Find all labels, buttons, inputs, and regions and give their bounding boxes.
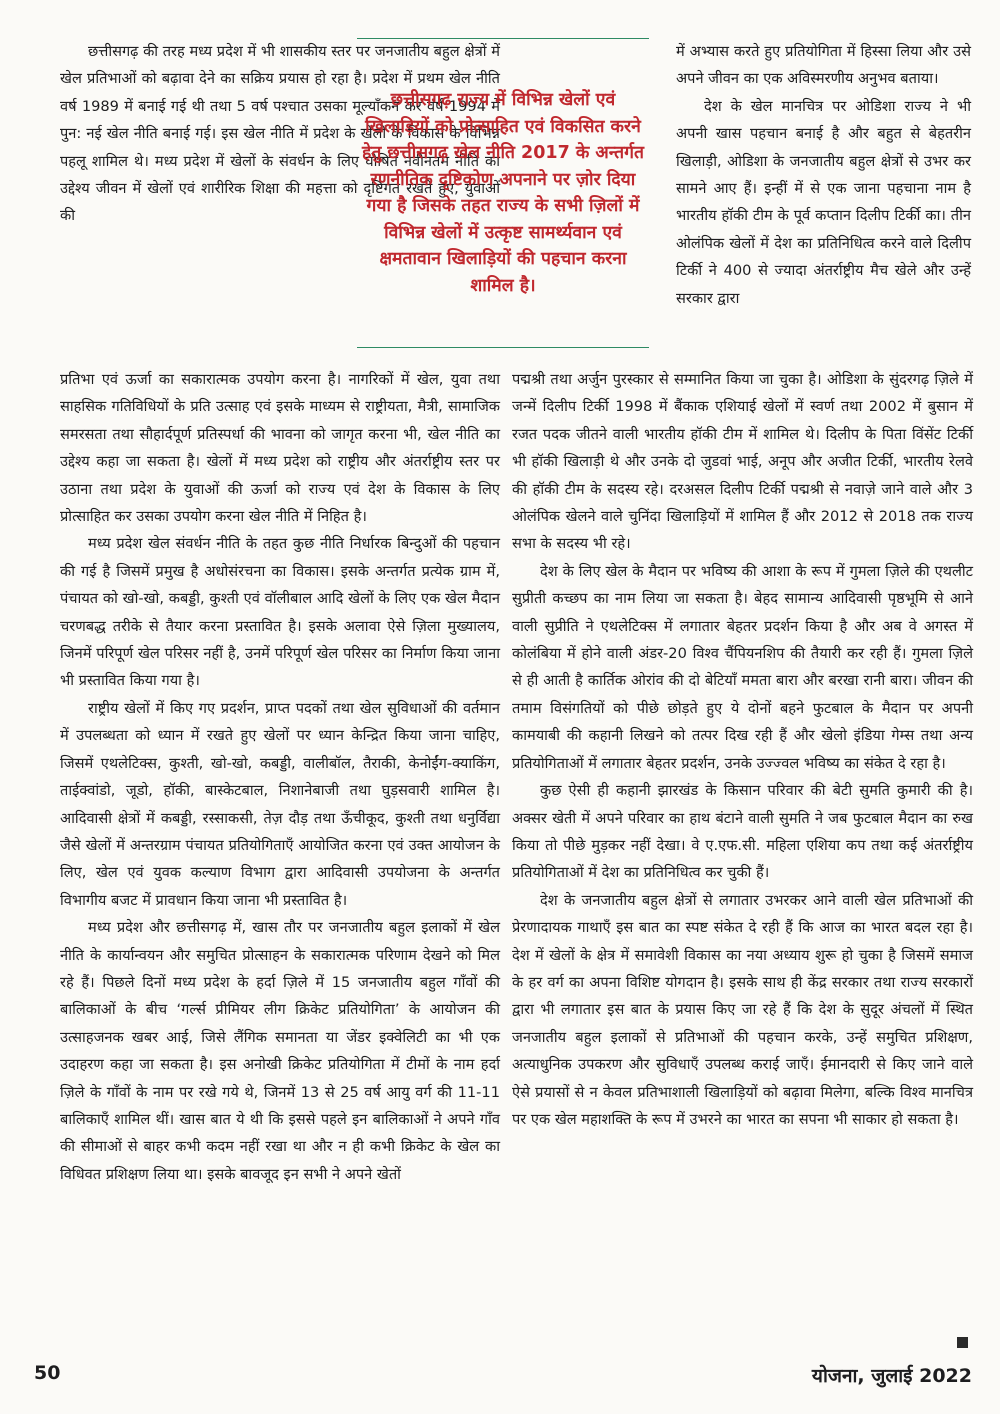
paragraph: देश के लिए खेल के मैदान पर भविष्य की आशा के रूप में गुमला ज़िले की एथलीट सुप्रीती कच्छप का नाम लिया जा सकता है। बेहद सामान्य आदिवासी पृष्ठभूमि से आने वाली सुप्रीति ने एथलेटिक्स में लगातार बेहतर प्रदर्शन किया है और अब वे अगस्त में कोलंबिया में होने वाली अंडर-20 विश्व चैंपियनशिप की तैयारी कर रही हैं। गुमला ज़िले से ही आती है कार्तिक ओरांव की दो बेटियाँ ममता बारा और बरखा रानी बारा। जीवन की तमाम विसंगतियों को पीछे छोड़ते हुए ये दोनों बहने फुटबाल के मैदान पर अपनी कामयाबी की कहानी लिखने को तत्पर दिख रही हैं और खेलो इंडिया गेम्स तथा अन्य प्रतियोगिताओं में लगातार बेहतर प्रदर्शन, उनके उज्ज्वल भविष्य का संकेत दे रहा है।: [512, 562, 973, 772]
paragraph: पद्मश्री तथा अर्जुन पुरस्कार से सम्मानित किया जा चुका है। ओडिशा के सुंदरगढ़ ज़िले में जन्में दिलीप टिर्की 1998 में बैंकाक एशियाई खेलों में स्वर्ण तथा 2002 में बुसान में रजत पदक जीतने वाली भारतीय हॉकी टीम में शामिल थे। दिलीप के पिता विंसेंट टिर्की भी हॉकी खिलाड़ी थे और उनके दो जुडवां भाई, अनूप और अजीत टिर्की, भारतीय रेलवे की हॉकी टीम के सदस्य रहे। दरअसल दिलीप टिर्की पद्मश्री से नवाज़े जाने वाले और 3 ओलंपिक खेलने वाले चुनिंदा खिलाड़ियों में शामिल हैं और 2012 से 2018 तक राज्य सभा के सदस्य भी रहे।: [512, 371, 973, 553]
page-number: 50: [34, 1362, 61, 1384]
paragraph: देश के खेल मानचित्र पर ओडिशा राज्य ने भी अपनी खास पहचान बनाई है और बहुत से बेहतरीन खिलाड़ी, ओडिशा के जनजातीय बहुल क्षेत्रों से उभर कर सामने आए हैं। इन्हीं में से एक जाना पहचाना नाम है भारतीय हॉकी टीम के पूर्व कप्तान दिलीप टिर्की का। तीन ओलंपिक खेलों में देश का प्रतिनिधित्व करने वाले दिलीप टिर्की ने 400 से ज्यादा अंतर्राष्ट्रीय मैच खेले और उन्हें सरकार द्वारा: [676, 97, 971, 307]
paragraph: कुछ ऐसी ही कहानी झारखंड के किसान परिवार की बेटी सुमति कुमारी की है। अक्सर खेती में अपने परिवार का हाथ बंटाने वाली सुमति ने जब फुटबाल मैदान का रुख किया तो पीछे मुड़कर नहीं देखा। वे ए.एफ.सी. महिला एशिया कप तथा कई अंतर्राष्ट्रीय प्रतियोगिताओं में देश का प्रतिनिधित्व कर चुकी हैं।: [512, 782, 973, 882]
paragraph: मध्य प्रदेश खेल संवर्धन नीति के तहत कुछ नीति निर्धारक बिन्दुओं की पहचान की गई है जिसमें प्रमुख है अधोसंरचना का विकास। इसके अन्तर्गत प्रत्येक ग्राम में, पंचायत को खो-खो, कबड्डी, कुश्ती एवं वॉलीबाल आदि खेलों के लिए एक खेल मैदान चरणबद्ध तरीके से तैयार करना प्रस्तावित है। इसके अलावा ऐसे ज़िला मुख्यालय, जिनमें परिपूर्ण खेल परिसर नहीं है, उनमें परिपूर्ण खेल परिसर का निर्माण किया जाना भी प्रस्तावित किया गया है।: [60, 535, 500, 690]
pull-quote-text: छत्तीसगढ़ राज्य में विभिन्न खेलों एवं खिलाड़ियों को प्रोत्साहित एवं विकसित करने हेतु छत्तीसगढ़ खेल नीति 2017 के अन्तर्गत रणनीतिक दृष्टिकोण अपनाने पर ज़ोर दिया गया है जिसके तहत राज्य के सभी ज़िलों में विभिन्न खेलों में उत्कृष्ट सामर्थ्यवान एवं क्षमतावान खिलाड़ियों की पहचान करना शामिल है।: [362, 90, 644, 296]
paragraph: छत्तीसगढ़ की तरह मध्य प्रदेश में भी शासकीय स्तर पर जनजातीय बहुल क्षेत्रों में खेल प्रतिभाओं को बढ़ावा देने का सक्रिय प्रयास हो रहा है। प्रदेश में प्रथम खेल नीति वर्ष 1989 में बनाई गई थी तथा 5 वर्ष पश्चात उसका मूल्यॉंकन कर वर्ष 1994 में पुन: नई खेल नीति बनाई गई। इस खेल नीति में प्रदेश के खेलों के विकास के विभिन्न पहलू शामिल थे। मध्य प्रदेश में खेलों के संवर्धन के लिए घोषित नवीनतम नीति का उद्देश्य जीवन में खेलों एवं शारीरिक शिक्षा की महत्ता को दृष्टिगत रखते हुए, युवाओं की: [60, 43, 500, 225]
column-right: [512, 366, 973, 1133]
column-left: [60, 366, 500, 1188]
end-of-article-mark: [957, 1337, 968, 1348]
paragraph: देश के जनजातीय बहुल क्षेत्रों से लगातार उभरकर आने वाली खेल प्रतिभाओं की प्रेरणादायक गाथाएँ इस बात का स्पष्ट संकेत दे रही हैं कि आज का भारत बदल रहा है। देश में खेलों के क्षेत्र में समावेशी विकास का नया अध्याय शुरू हो चुका है जिसमें समाज के हर वर्ग का अपना विशिष्ट योगदान है। इसके साथ ही केंद्र सरकार तथा राज्य सरकारों द्वारा भी लगातार इस बात के प्रयास किए जा रहे हैं कि देश के सुदूर अंचलों में स्थित जनजातीय बहुल इलाकों से प्रतिभाओं की पहचान करके, उन्हें समुचित प्रशिक्षण, अत्याधुनिक उपकरण और सुविधाएँ उपलब्ध कराई जाएँ। ईमानदारी से किए जाने वाले ऐसे प्रयासों से न केवल प्रतिभाशाली खिलाड़ियों को बढ़ावा मिलेगा, बल्कि विश्व मानचित्र पर एक खेल महाशक्ति के रूप में उभरने का भारत का सपना भी साकार हो सकता है।: [512, 891, 973, 1128]
paragraph: में अभ्यास करते हुए प्रतियोगिता में हिस्सा लिया और उसे अपने जीवन का एक अविस्मरणीय अनुभव बताया।: [676, 43, 971, 88]
paragraph: राष्ट्रीय खेलों में किए गए प्रदर्शन, प्राप्त पदकों तथा खेल सुविधाओं की वर्तमान में उपलब्धता को ध्यान में रखते हुए खेलों पर ध्यान केन्द्रित किया जाना चाहिए, जिसमें एथलेटिक्स, कुश्ती, खो-खो, कबड्डी, वालीबॉल, तैराकी, केनोईंग-क्याकिंग, ताईक्वांडो, जूडो, हॉकी, बास्केटबाल, निशानेबाजी तथा घुड़सवारी शामिल है। आदिवासी क्षेत्रों में कबड्डी, रस्साकसी, तेज़ दौड़ तथा ऊँचीकूद, कुश्ती तथा धनुर्विद्या जैसे खेलों में अन्तरग्राम पंचायत प्रतियोगिताएँ आयोजित करना एवं उक्त आयोजन के लिए, खेल एवं युवक कल्याण विभाग द्वारा आदिवासी उपयोजना के अन्तर्गत विभागीय बजट में प्रावधान किया जाना भी प्रस्तावित है।: [60, 699, 501, 909]
column-right-top: [676, 38, 971, 312]
magazine-title-date: योजना, जुलाई 2022: [811, 1365, 972, 1387]
paragraph: प्रतिभा एवं ऊर्जा का सकारात्मक उपयोग करना है। नागरिकों में खेल, युवा तथा साहसिक गतिविधियों के प्रति उत्साह एवं इसके माध्यम से राष्ट्रीयता, मैत्री, सामाजिक समरसता तथा सौहार्दपूर्ण प्रतिस्पर्धा की भावना को जागृत करना भी, खेल नीति का उद्देश्य कहा जा सकता है। खेलों में मध्य प्रदेश को राष्ट्रीय और अंतर्राष्ट्रीय स्तर पर उठाना तथा प्रदेश के युवाओं की ऊर्जा को राज्य एवं देश के विकास के लिए प्रोत्साहित कर उसका उपयोग करना खेल नीति में निहित है।: [60, 371, 500, 526]
pull-quote: [357, 38, 649, 348]
paragraph: मध्य प्रदेश और छत्तीसगढ़ में, खास तौर पर जनजातीय बहुल इलाकों में खेल नीति के कार्यान्वयन और समुचित प्रोत्साहन के सकारात्मक परिणाम देखने को मिल रहे हैं। पिछले दिनों मध्य प्रदेश के हर्दा ज़िले में 15 जनजातीय बहुल गाँवों की बालिकाओं के बीच ‘गर्ल्स प्रीमियर लीग क्रिकेट प्रतियोगिता’ के आयोजन की उत्साहजनक खबर आई, जिसे लैंगिक समानता या जेंडर इक्वेलिटी का भी एक उदाहरण कहा जा सकता है। इस अनोखी क्रिकेट प्रतियोगिता में टीमों के नाम हर्दा ज़िले के गाँवों के नाम पर रखे गये थे, जिनमें 13 से 25 वर्ष आयु वर्ग की 11-11 बालिकाएँ शामिल थीं। खास बात ये थी कि इससे पहले इन बालिकाओं ने अपने गाँव की सीमाओं से बाहर कभी कदम नहीं रखा था और न ही कभी क्रिकेट के खेल का विधिवत प्रशिक्षण लिया था। इसके बावजूद इन सभी ने अपने खेतों: [60, 919, 500, 1183]
